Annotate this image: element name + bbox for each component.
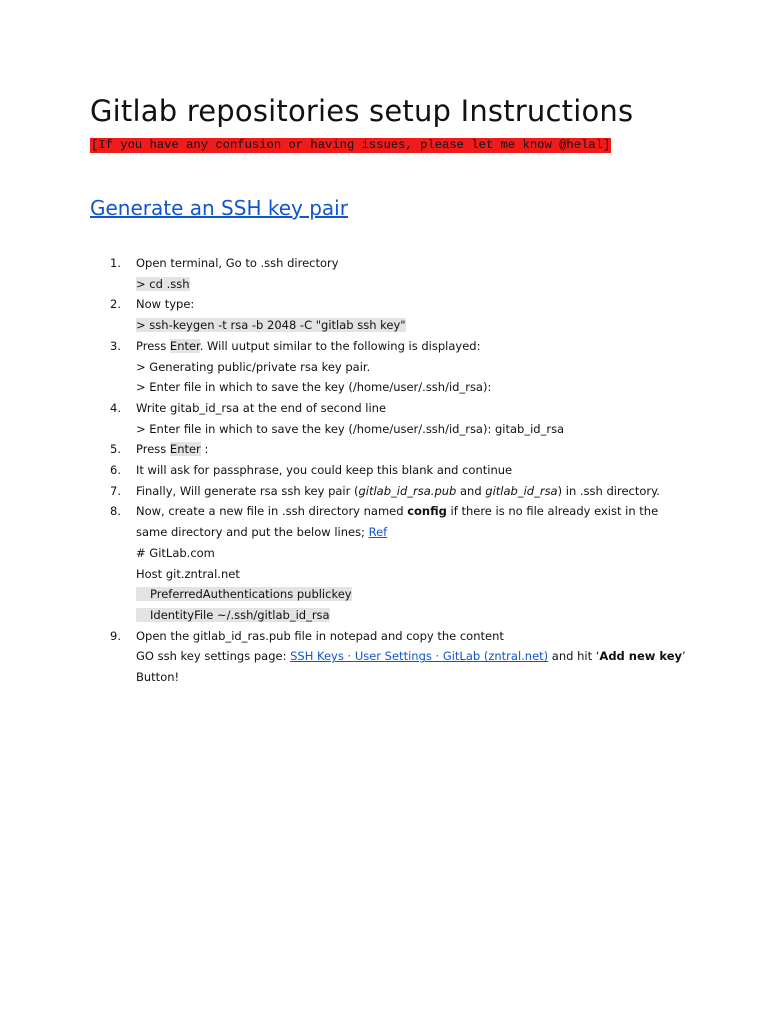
step-text: GO ssh key settings page: — [136, 649, 291, 664]
step-number: 6. — [110, 463, 121, 478]
command-text: > cd .ssh — [136, 276, 190, 291]
step-text: Write — [136, 400, 171, 415]
step-2 — [110, 294, 690, 335]
step-number: 2. — [110, 297, 121, 312]
step-number: 3. — [110, 338, 121, 353]
step-9 — [110, 626, 690, 688]
step-8 — [110, 501, 690, 625]
step-text: Open terminal, Go to .ssh directory — [136, 256, 339, 270]
step-4 — [110, 398, 690, 439]
button-name-text: Add new key — [599, 649, 683, 664]
step-number: 4. — [110, 400, 121, 415]
step-number: 8. — [110, 504, 121, 519]
filename-text: gitlab_id_rsa.pub — [358, 483, 457, 498]
step-1 — [110, 253, 690, 294]
step-text: Finally, Will generate rsa ssh key pair ( — [136, 483, 359, 498]
step-number: 7. — [110, 483, 121, 498]
step-text: and hit ‘ — [548, 649, 600, 664]
section-heading-link[interactable]: Generate an SSH key pair — [90, 196, 348, 220]
config-line: IdentityFile ~/.ssh/gitlab_id_rsa — [136, 608, 330, 622]
config-line: Host git.zntral.net — [136, 566, 240, 581]
step-text: ) in .ssh directory. — [557, 483, 660, 498]
step-text: at the end of second line — [239, 400, 387, 415]
step-number: 1. — [110, 256, 121, 270]
config-line: PreferredAuthentications publickey — [136, 587, 352, 601]
step-number: 9. — [110, 628, 121, 643]
notice-banner: [If you have any confusion or having issues, please let me know @helal] — [91, 138, 611, 152]
value-text: gitab_id_rsa — [170, 400, 240, 415]
step-text: It will ask for passphrase, you could keep this blank and continue — [136, 463, 513, 478]
key-label: Enter — [169, 338, 200, 353]
step-5 — [110, 439, 690, 460]
step-text: Now, create a new file in .ssh directory named — [136, 504, 408, 519]
output-text: > Enter file in which to save the key (/home/user/.ssh/id_rsa): — [136, 380, 492, 395]
page-title: Gitlab repositories setup Instructions — [90, 94, 634, 128]
step-text: if there is no file already exist in the same directory and put the below lines; — [136, 504, 659, 540]
step-text: and — [456, 483, 486, 498]
step-text: : — [200, 442, 209, 457]
filename-text: config — [407, 504, 447, 519]
step-text: Now type: — [136, 297, 195, 312]
step-text: Press — [136, 338, 170, 353]
ref-link[interactable]: Ref — [368, 525, 388, 540]
ssh-keys-settings-link[interactable]: SSH Keys · User Settings · GitLab (zntral.net) — [290, 649, 549, 664]
steps-list — [110, 253, 690, 688]
command-text: > Enter file in which to save the key (/home/user/.ssh/id_rsa): gitab_id_rsa — [136, 421, 565, 436]
step-7 — [110, 481, 690, 502]
step-text: . Will uutput similar to the following is displayed: — [199, 338, 481, 353]
step-text: Press — [136, 442, 170, 457]
output-text: > Generating public/private rsa key pair. — [136, 359, 371, 374]
step-6 — [110, 460, 690, 481]
key-label: Enter — [169, 442, 201, 457]
command-text: > ssh-keygen -t rsa -b 2048 -C "gitlab ssh key" — [136, 318, 406, 333]
step-3 — [110, 336, 690, 398]
step-text: ’ Button! — [136, 649, 686, 685]
step-number: 5. — [110, 442, 121, 457]
step-text: Open the gitlab_id_ras.pub file in notepad and copy the content — [136, 628, 504, 643]
config-line: # GitLab.com — [136, 545, 215, 560]
filename-text: gitlab_id_rsa — [485, 483, 558, 498]
